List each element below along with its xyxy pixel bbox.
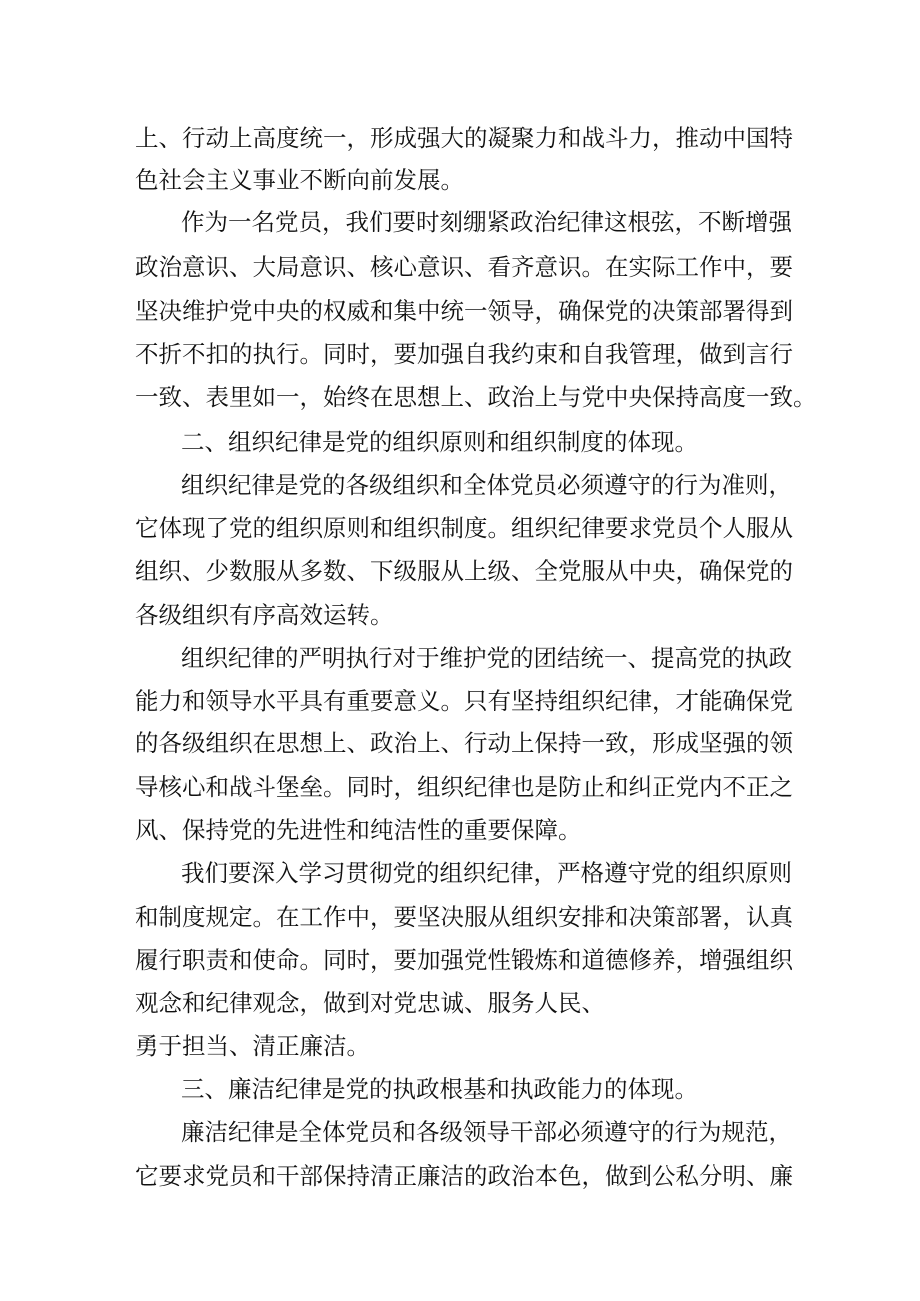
text-line: 组织、少数服从多数、下级服从上级、全党服从中央，确保党的 (135, 557, 793, 585)
text-line: 政治意识、大局意识、核心意识、看齐意识。在实际工作中，要 (135, 253, 793, 281)
text-line: 坚决维护党中央的权威和集中统一领导，确保党的决策部署得到 (135, 297, 793, 325)
section-heading: 二、组织纪律是党的组织原则和组织制度的体现。 (181, 428, 698, 456)
text-line: 和制度规定。在工作中，要坚决服从组织安排和决策部署，认真 (135, 903, 793, 931)
text-line: 它体现了党的组织原则和组织制度。组织纪律要求党员个人服从 (135, 514, 793, 542)
text-line: 组织纪律是党的各级组织和全体党员必须遵守的行为准则， (181, 471, 792, 499)
text-line: 各级组织有序高效运转。 (135, 601, 394, 629)
text-line: 廉洁纪律是全体党员和各级领导干部必须遵守的行为规范， (181, 1118, 792, 1146)
text-line: 组织纪律的严明执行对于维护党的团结统一、提高党的执政 (181, 644, 792, 672)
text-line: 不折不扣的执行。同时，要加强自我约束和自我管理，做到言行 (135, 340, 793, 368)
text-line: 它要求党员和干部保持清正廉洁的政治本色，做到公私分明、廉 (135, 1162, 793, 1190)
text-line: 观念和纪律观念，做到对党忠诚、服务人民、 (135, 989, 605, 1017)
text-line: 上、行动上高度统一，形成强大的凝聚力和战斗力，推动中国特 (135, 124, 793, 152)
text-line: 能力和领导水平具有重要意义。只有坚持组织纪律，才能确保党 (135, 687, 793, 715)
text-line: 风、保持党的先进性和纯洁性的重要保障。 (135, 816, 582, 844)
text-line: 的各级组织在思想上、政治上、行动上保持一致，形成坚强的领 (135, 729, 793, 757)
text-line: 导核心和战斗堡垒。同时，组织纪律也是防止和纠正党内不正之 (135, 773, 793, 801)
text-line: 作为一名党员，我们要时刻绷紧政治纪律这根弦，不断增强 (181, 208, 792, 236)
text-line: 一致、表里如一，始终在思想上、政治上与党中央保持高度一致。 (135, 383, 817, 411)
text-line: 勇于担当、清正廉洁。 (135, 1032, 370, 1060)
text-line: 履行职责和使命。同时，要加强党性锻炼和道德修养，增强组织 (135, 946, 793, 974)
section-heading: 三、廉洁纪律是党的执政根基和执政能力的体现。 (181, 1075, 698, 1103)
text-line: 色社会主义事业不断向前发展。 (135, 166, 464, 194)
text-line: 我们要深入学习贯彻党的组织纪律，严格遵守党的组织原则 (181, 859, 792, 887)
